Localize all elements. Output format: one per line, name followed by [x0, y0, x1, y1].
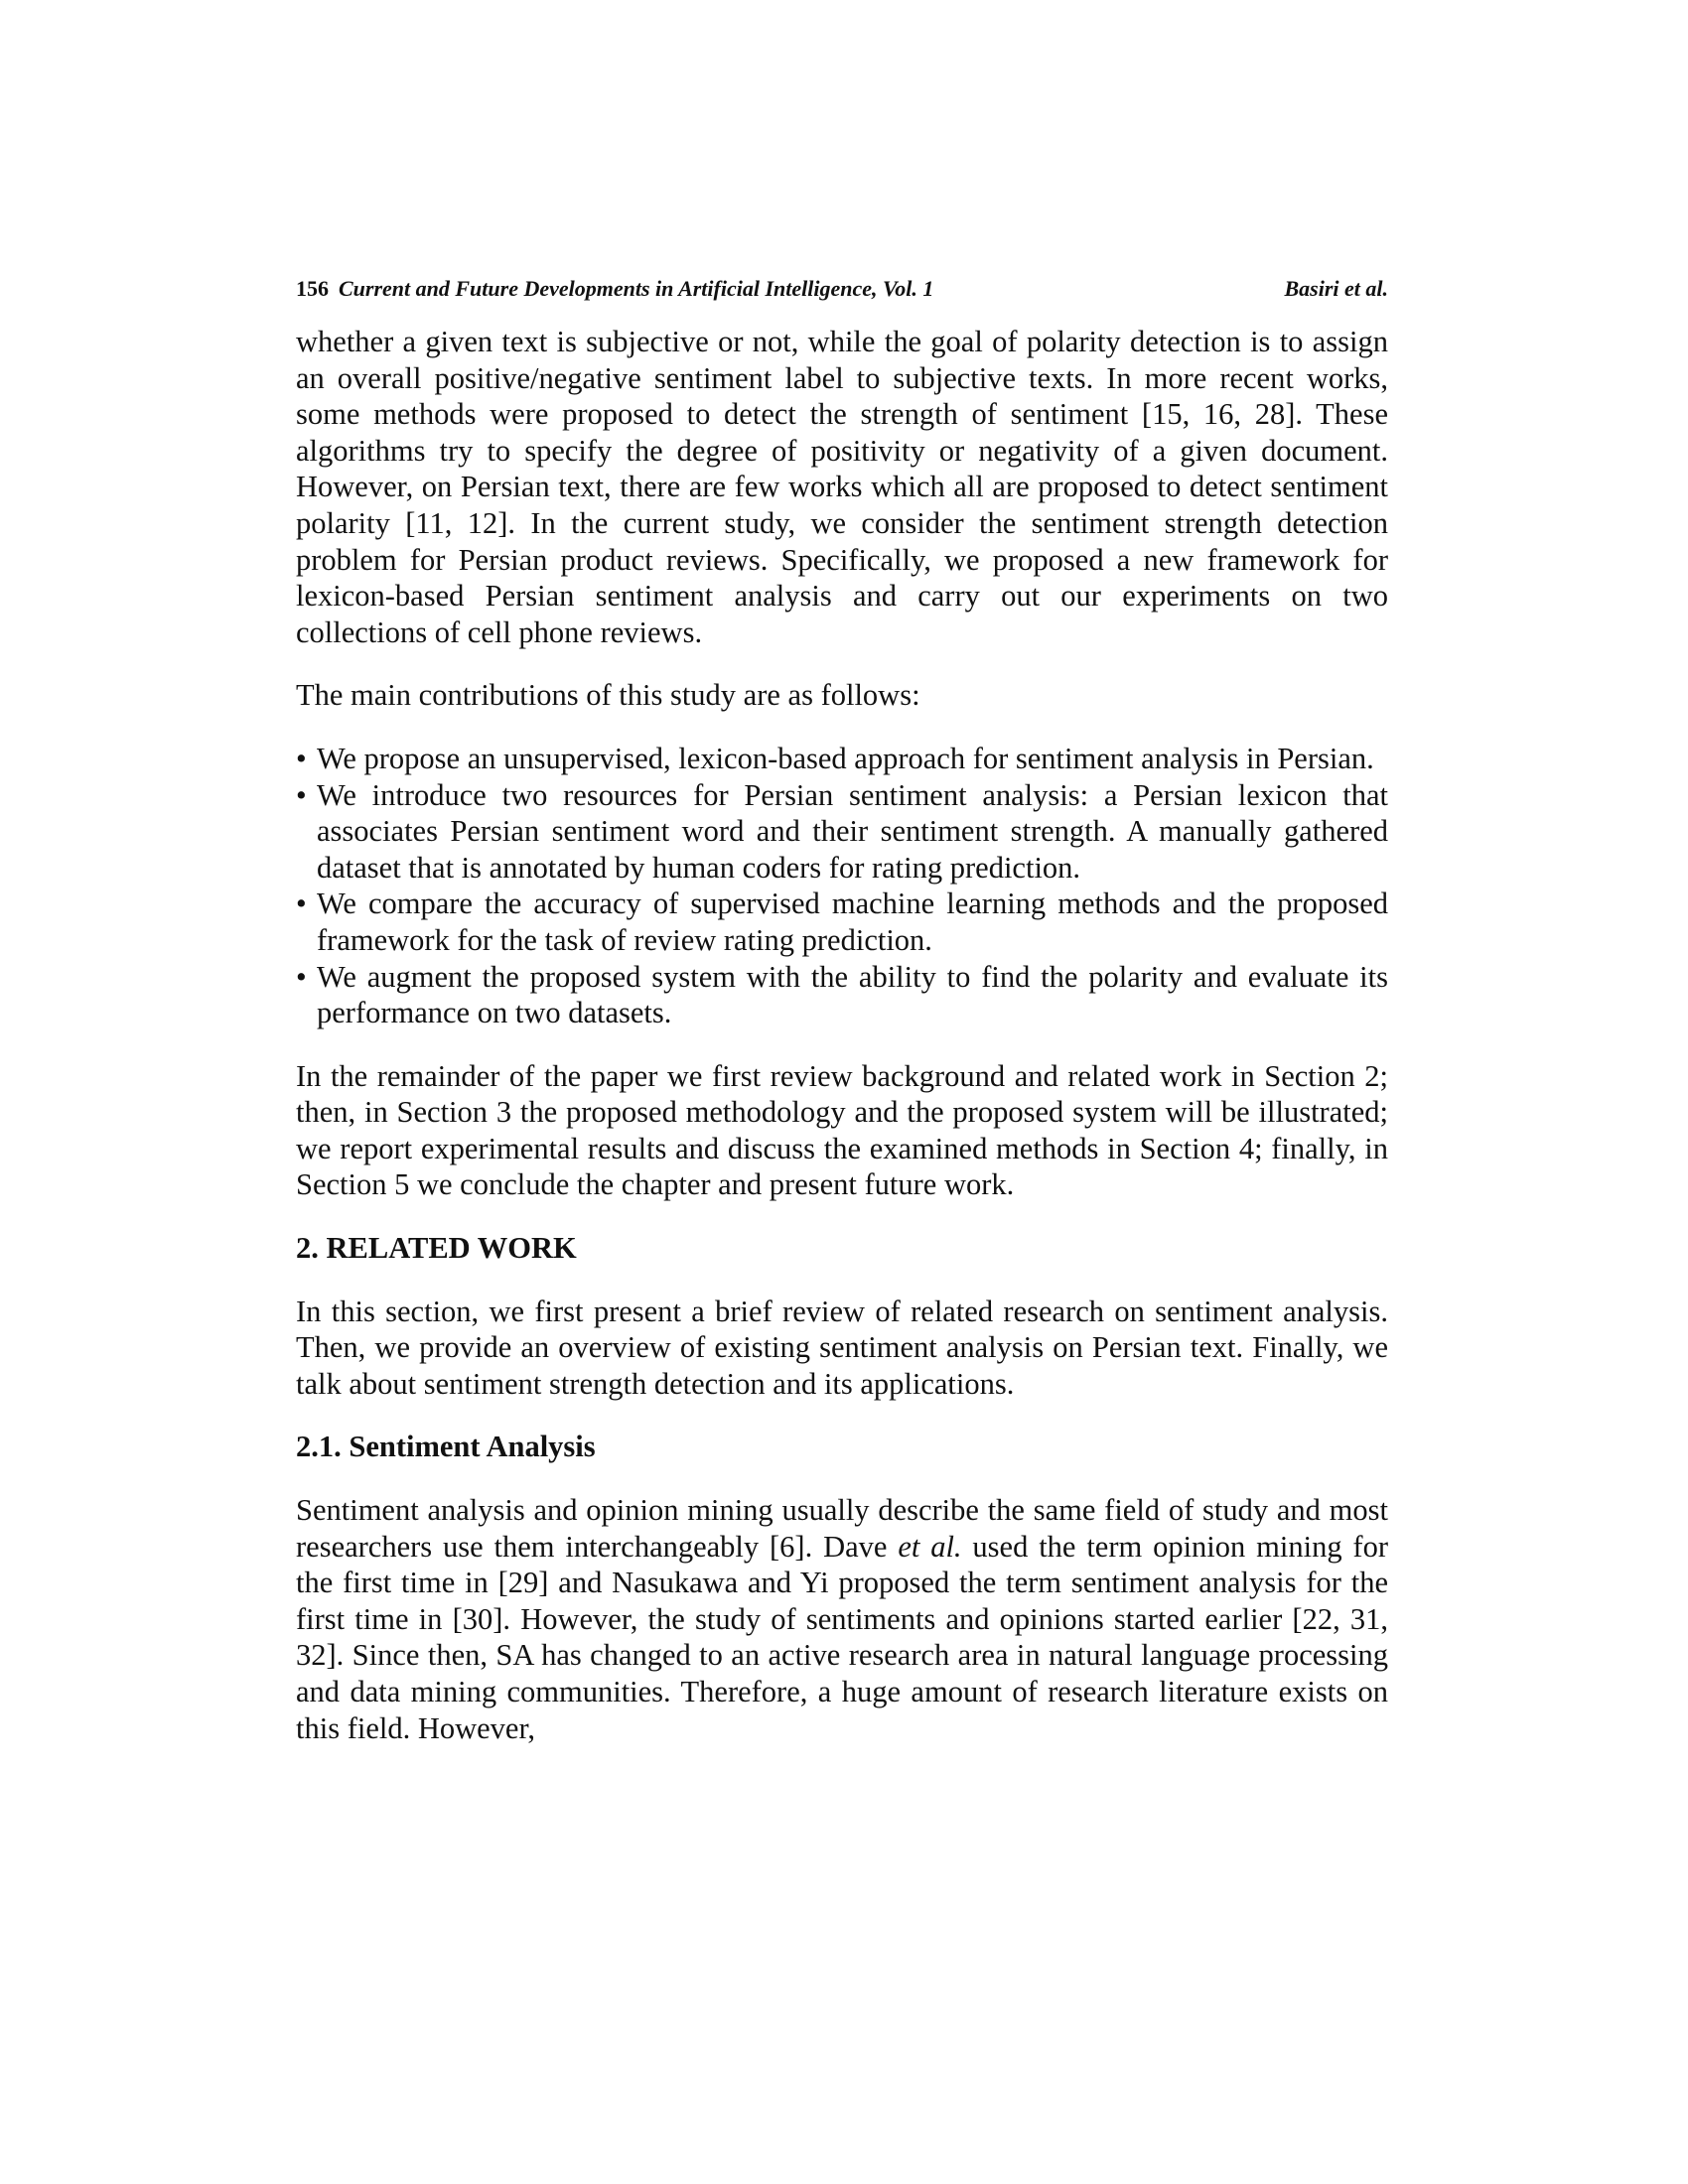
paragraph-text: used the term opinion mining for the first time in [29] and Nasukawa and Yi proposed the term sentiment analysis for the first time in [30]. However, the study of sentiments and opinions started earlier [22, 31, 32]. Since then, SA has changed to an active research area in natural language processing and data mining communities. Therefore, a huge amount of research literature exists on this field. However,	[296, 1529, 1388, 1745]
list-item-text: We compare the accuracy of supervised machine learning methods and the proposed framework for the task of review rating prediction.	[317, 887, 1388, 957]
section-heading-related-work: 2. RELATED WORK	[296, 1231, 577, 1266]
list-item	[296, 886, 1388, 958]
list-item-text: We introduce two resources for Persian sentiment analysis: a Persian lexicon that associates Persian sentiment word and their sentiment strength. A manually gathered dataset that is annotated by human coders for rating prediction.	[317, 777, 1388, 885]
list-item	[296, 741, 1388, 777]
contributions-lead: The main contributions of this study are as follows:	[296, 678, 920, 713]
related-work-paragraph: In this section, we first present a brief review of related research on sentiment analysis. Then, we provide an overview of existing sentiment analysis on Persian text. Finally, we talk about sentiment strength detection and its applications.	[296, 1294, 1388, 1401]
running-authors: Basiri et al.	[1284, 276, 1388, 301]
page-number: 156	[296, 276, 329, 301]
list-item-text: We propose an unsupervised, lexicon-based approach for sentiment analysis in Persian.	[317, 741, 1374, 775]
bullet-icon: •	[296, 777, 307, 812]
list-item	[296, 959, 1388, 1031]
remainder-paragraph: In the remainder of the paper we first review background and related work in Section 2; then, in Section 3 the proposed methodology and the proposed system will be illustrated; we report experimental results and discuss the examined methods in Section 4; finally, in Section 5 we conclude the chapter and present future work.	[296, 1058, 1388, 1202]
subsection-heading-sentiment-analysis: 2.1. Sentiment Analysis	[296, 1430, 596, 1464]
intro-paragraph: whether a given text is subjective or not, while the goal of polarity detection is to assign an overall positive/negative sentiment label to subjective texts. In more recent works, some methods were proposed to detect the strength of sentiment [15, 16, 28]. These algorithms try to specify the degree of positivity or negativity of a given document. However, on Persian text, there are few works which all are proposed to detect sentiment polarity [11, 12]. In the current study, we consider the sentiment strength detection problem for Persian product reviews. Specifically, we proposed a new framework for lexicon-based Persian sentiment analysis and carry out our experiments on two collections of cell phone reviews.	[296, 325, 1388, 649]
paragraph-text: Sentiment analysis and opinion mining usually describe the same field of study and most researchers use them interchangeably [6]. Dave	[296, 1493, 1388, 1564]
list-item-text: We augment the proposed system with the ability to find the polarity and evaluate its performance on two datasets.	[317, 959, 1388, 1030]
italic-citation: et al.	[898, 1529, 962, 1564]
sentiment-analysis-paragraph	[296, 1492, 1388, 1746]
bullet-icon: •	[296, 887, 307, 921]
list-item	[296, 777, 1388, 887]
body-text	[296, 324, 1388, 1746]
running-header	[296, 274, 1388, 304]
bullet-icon: •	[296, 959, 307, 994]
contributions-list	[296, 741, 1388, 1031]
bullet-icon: •	[296, 741, 307, 775]
journal-title: Current and Future Developments in Artificial Intelligence, Vol. 1	[339, 276, 934, 301]
